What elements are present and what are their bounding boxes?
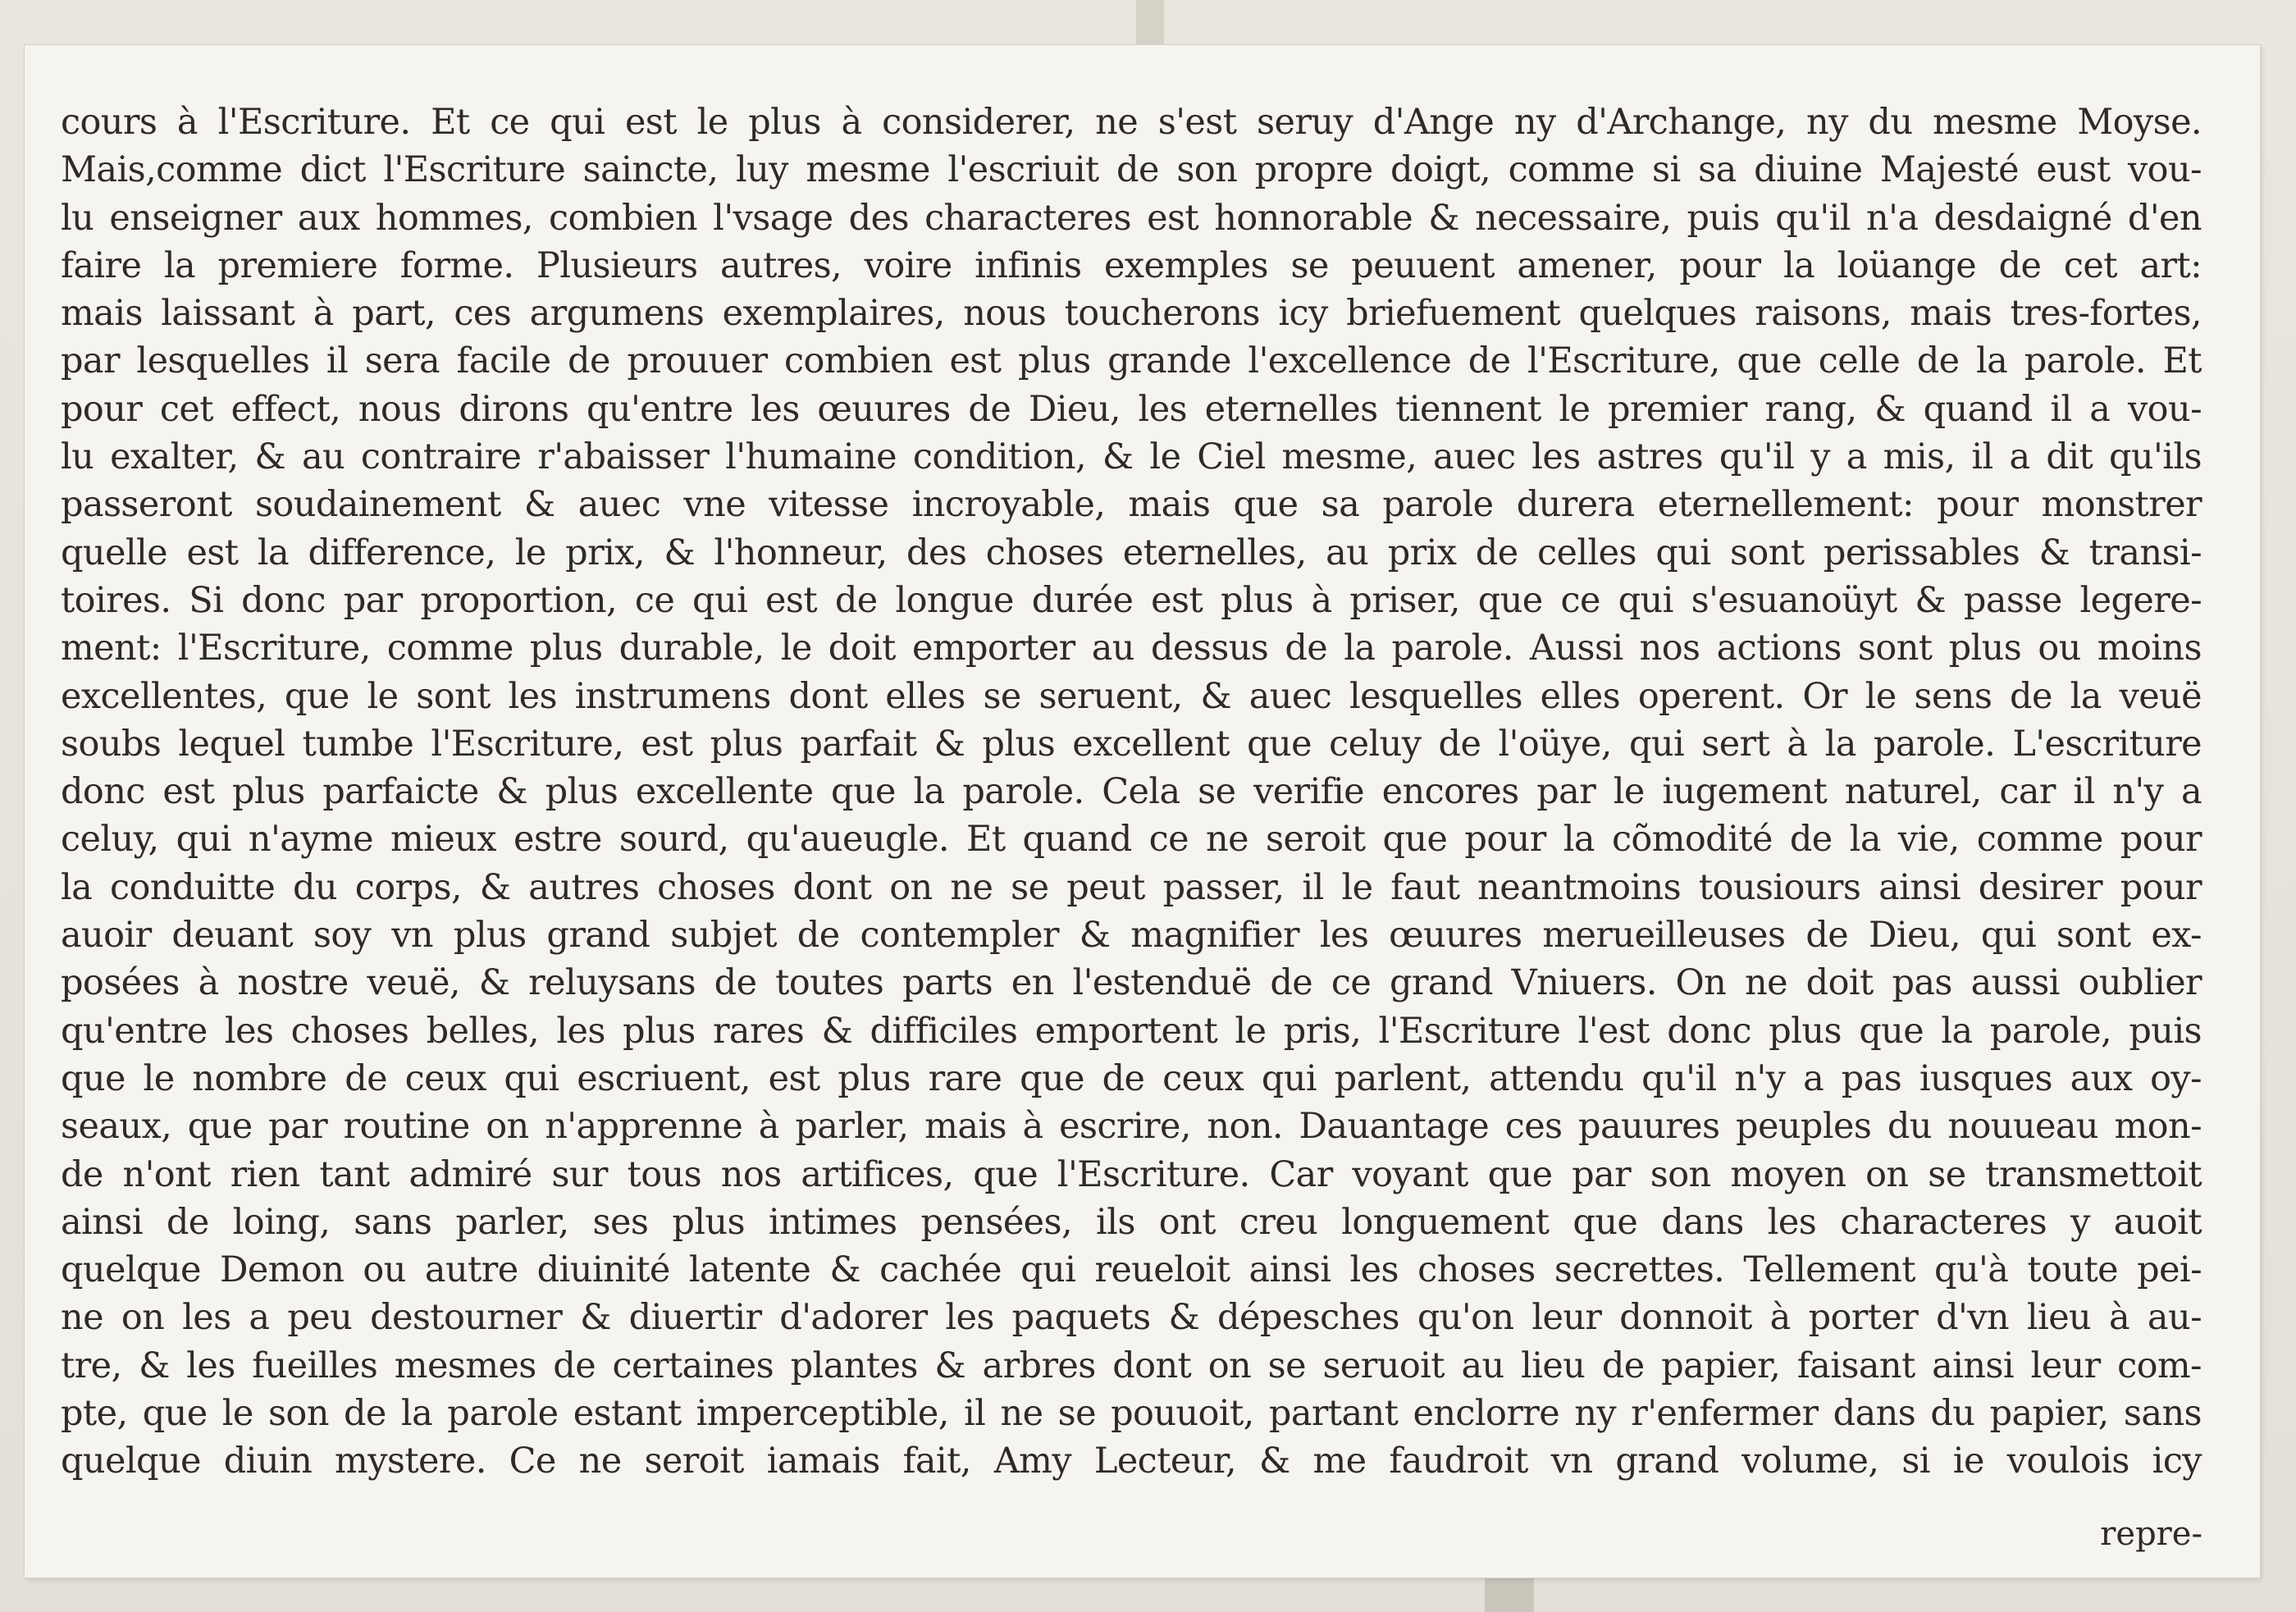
text-line: pte, que le son de la parole estant imperceptible, il ne se pouuoit, partant enclorre ny r'enfermer dans du papier, sans — [61, 1393, 2202, 1435]
text-line: ne on les a peu destourner & diuertir d'adorer les paquets & dépesches qu'on leur donnoit à porter d'vn lieu à au- — [61, 1297, 2202, 1339]
text-line: qu'entre les choses belles, les plus rares & difficiles emportent le pris, l'Escriture l'est donc plus que la parole, puis — [61, 1010, 2202, 1052]
text-line: pour cet effect, nous dirons qu'entre les œuures de Dieu, les eternelles tiennent le premier rang, & quand il a vou- — [61, 388, 2202, 430]
text-line: posées à nostre veuë, & reluysans de toutes parts en l'estenduë de ce grand Vniuers. On ne doit pas aussi oublier — [61, 962, 2202, 1004]
text-line: lu enseigner aux hommes, combien l'vsage des characteres est honnorable & necessaire, puis qu'il n'a desdaigné d'en — [61, 197, 2202, 239]
text-line: ainsi de loing, sans parler, ses plus intimes pensées, ils ont creu longuement que dans les characteres y auoit — [61, 1201, 2202, 1243]
text-line: toires. Si donc par proportion, ce qui est de longue durée est plus à priser, que ce qui s'esuanoüyt & passe legere- — [61, 579, 2202, 621]
text-line: donc est plus parfaicte & plus excellente que la parole. Cela se verifie encores par le iugement naturel, car il n'y a — [61, 771, 2202, 813]
body-text — [61, 98, 2202, 1486]
text-line: excellentes, que le sont les instrumens dont elles se seruent, & auec lesquelles elles operent. Or le sens de la veuë — [61, 675, 2202, 717]
text-line: ment: l'Escriture, comme plus durable, le doit emporter au dessus de la parole. Aussi nos actions sont plus ou moins — [61, 628, 2202, 669]
text-line: tre, & les fueilles mesmes de certaines plantes & arbres dont on se seruoit au lieu de papier, faisant ainsi leur com- — [61, 1345, 2202, 1386]
text-line: seaux, que par routine on n'apprenne à parler, mais à escrire, non. Dauantage ces pauures peuples du nouueau mon- — [61, 1106, 2202, 1148]
text-line: mais laissant à part, ces argumens exemplaires, nous toucherons icy briefuement quelques raisons, mais tres-fortes, — [61, 293, 2202, 335]
text-line: lu exalter, & au contraire r'abaisser l'humaine condition, & le Ciel mesme, auec les astres qu'il y a mis, il a dit qu'ils — [61, 436, 2202, 478]
text-line: la conduitte du corps, & autres choses dont on ne se peut passer, il le faut neantmoins tousiours ainsi desirer pour — [61, 866, 2202, 908]
text-line: de n'ont rien tant admiré sur tous nos artifices, que l'Escriture. Car voyant que par son moyen on se transmettoit — [61, 1153, 2202, 1195]
text-line: auoir deuant soy vn plus grand subjet de contempler & magnifier les œuures merueilleuses de Dieu, qui sont ex- — [61, 915, 2202, 957]
text-line: cours à l'Escriture. Et ce qui est le plus à considerer, ne s'est seruy d'Ange ny d'Archange, ny du mesme Moyse. — [61, 102, 2202, 143]
text-line: quelle est la difference, le prix, & l'honneur, des choses eternelles, au prix de celles qui sont perissables & transi- — [61, 532, 2202, 573]
text-line: par lesquelles il sera facile de prouuer combien est plus grande l'excellence de l'Escriture, que celle de la parole. Et — [61, 340, 2202, 382]
text-line: que le nombre de ceux qui escriuent, est plus rare que de ceux qui parlent, attendu qu'il n'y a pas iusques aux oy- — [61, 1057, 2202, 1099]
text-line: Mais,comme dict l'Escriture saincte, luy mesme l'escriuit de son propre doigt, comme si sa diuine Majesté eust vou- — [61, 149, 2202, 191]
catchword: repre- — [2100, 1515, 2202, 1553]
mounting-tape-bottom — [1485, 1575, 1534, 1612]
text-line: soubs lequel tumbe l'Escriture, est plus parfait & plus excellent que celuy de l'oüye, qui sert à la parole. L'escriture — [61, 723, 2202, 765]
text-line: quelque Demon ou autre diuinité latente & cachée qui reueloit ainsi les choses secrettes. Tellement qu'à toute pei- — [61, 1249, 2202, 1291]
mounting-tape-top — [1136, 0, 1164, 48]
text-line: celuy, qui n'ayme mieux estre sourd, qu'aueugle. Et quand ce ne seroit que pour la cõmodité de la vie, comme pour — [61, 819, 2202, 861]
text-line: quelque diuin mystere. Ce ne seroit iamais fait, Amy Lecteur, & me faudroit vn grand volume, si ie voulois icy — [61, 1441, 2202, 1482]
text-line: faire la premiere forme. Plusieurs autres, voire infinis exemples se peuuent amener, pour la loüange de cet art: — [61, 244, 2202, 286]
text-line: passeront soudainement & auec vne vitesse incroyable, mais que sa parole durera eternellement: pour monstrer — [61, 484, 2202, 526]
